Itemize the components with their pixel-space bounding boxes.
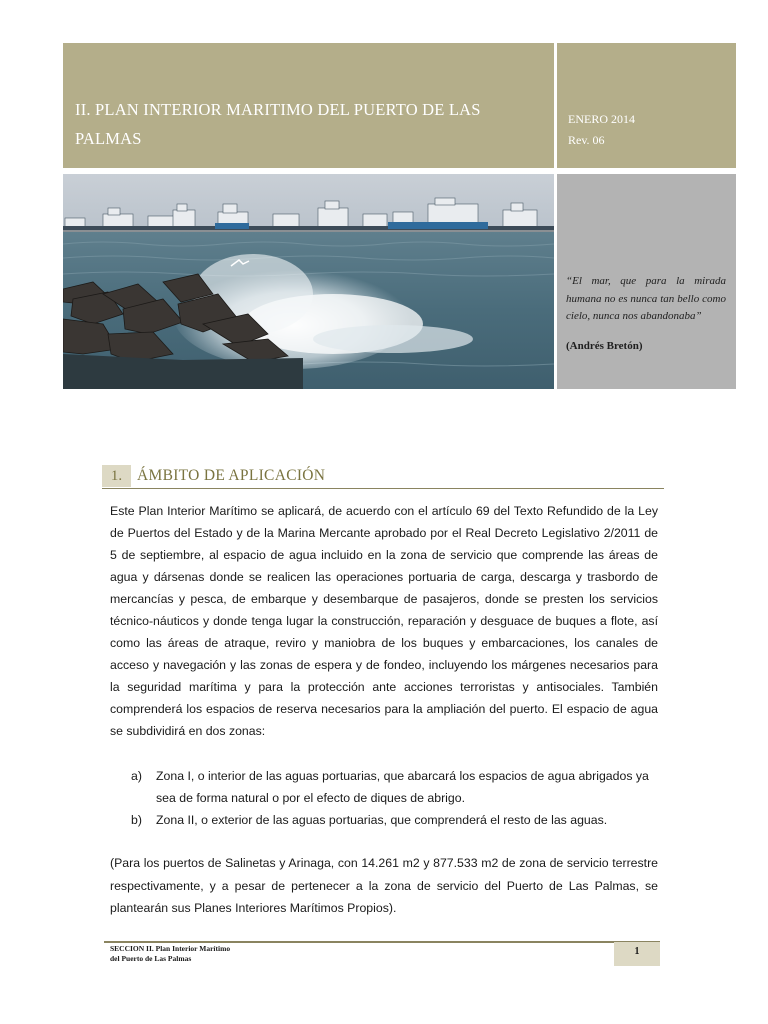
section-number: 1. [102,465,131,487]
footer-section-label [110,944,230,964]
list-item-text: Zona I, o interior de las aguas portuarias, que abarcará los espacios de agua abrigados ya sea de forma natural o por el efecto de diques de abrigo. [156,769,649,805]
section-heading [102,465,664,489]
section-title: ÁMBITO DE APLICACIÓN [137,467,326,484]
zone-list [110,765,658,831]
quote-text: “El mar, que para la mirada humana no es nunca tan bello como cielo, nunca nos abandonaba” [566,275,726,322]
list-item-text: Zona II, o exterior de las aguas portuarias, que comprenderá el resto de las aguas. [156,813,608,827]
list-item [110,765,658,809]
list-marker: a) [131,769,142,783]
footer-line-1: SECCION II. Plan Interior Marítimo [110,944,231,953]
list-marker: b) [131,813,142,827]
section-body [110,500,658,742]
harbour-photo [63,174,554,389]
page-number: 1 [614,942,660,966]
footer-line-2: del Puerto de Las Palmas [110,954,192,963]
document-revision: Rev. 06 [568,133,605,147]
document-date: ENERO 2014 [568,112,635,126]
document-title: II. PLAN INTERIOR MARITIMO DEL PUERTO DE LAS PALMAS [75,100,481,148]
header-title-panel [63,43,554,168]
body-paragraph: Este Plan Interior Marítimo se aplicará, de acuerdo con el artículo 69 del Texto Refundido de la Ley de Puertos del Estado y de la Marina Mercante aprobado por el Real Decreto Legislativo 2/2011 de 5 de septiembre, al espacio de agua incluido en la zona de servicio que comprende las áreas de agua y dársenas donde se realicen las operaciones portuaria de carga, descarga y trasbordo de mercancías y pesca, de embarque y desembarque de pasajeros, donde se presten los servicios técnico-náuticos y donde tenga lugar la construcción, reparación y desguace de buques a flote, así como las áreas de atraque, reviro y maniobra de los buques y embarcaciones, los canales de acceso y navegación y las zonas de espera y de fondeo, incluyendo los márgenes necesarios para la seguridad marítima y para la protección ante acciones terroristas y antisociales. También comprenderá los espacios de reserva necesarios para la ampliación del puerto. El espacio de agua se subdividirá en dos zonas: [110,504,658,738]
footer-rule [104,941,660,943]
quote-author: (Andrés Bretón) [566,340,643,352]
note-paragraph: (Para los puertos de Salinetas y Arinaga, con 14.261 m2 y 877.533 m2 de zona de servicio terrestre respectivamente, y a pesar de pertenecer a la zona de servicio del Puerto de Las Palmas, se plantearán sus Planes Interiores Marítimos Propios). [110,856,658,915]
quote-panel [557,174,736,389]
header-date-panel [557,43,736,168]
list-item [110,809,658,831]
